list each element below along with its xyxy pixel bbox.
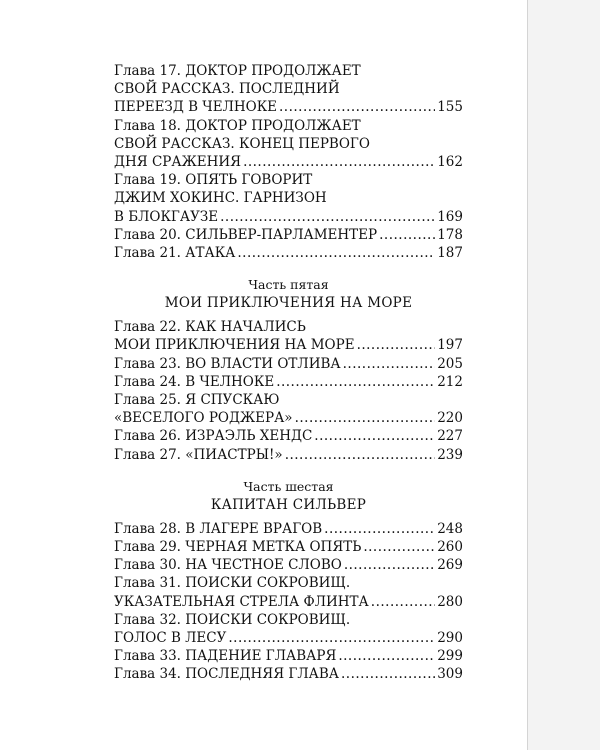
toc-entry (114, 446, 463, 464)
leader-dots (276, 373, 435, 391)
chapter-title-text: В БЛОКГАУЗЕ (114, 208, 219, 225)
toc-line (114, 244, 463, 262)
toc-line (114, 427, 463, 445)
toc-line (114, 373, 463, 391)
chapter-title-text: Глава 32. ПОИСКИ СОКРОВИЩ. (114, 611, 351, 628)
page-number: 299 (437, 648, 463, 665)
toc-entry (114, 117, 463, 172)
chapter-title-text: Глава 18. ДОКТОР ПРОДОЛЖАЕТ (114, 117, 361, 134)
toc-line (114, 629, 463, 647)
chapter-title-text: Глава 27. «ПИАСТРЫ!» (114, 446, 283, 463)
leader-dots (379, 226, 435, 244)
part-five-title: МОИ ПРИКЛЮЧЕНИЯ НА МОРЕ (164, 295, 413, 312)
leader-dots (220, 208, 435, 226)
toc-entry (114, 318, 463, 354)
toc-entry (114, 391, 463, 427)
leader-dots (341, 665, 435, 683)
chapter-title-text: Глава 29. ЧЕРНАЯ МЕТКА ОПЯТЬ (114, 539, 362, 556)
toc-entry (114, 556, 463, 574)
chapter-title-text: Глава 21. АТАКА (114, 245, 236, 262)
toc-entry (114, 520, 463, 538)
toc-line (114, 520, 463, 538)
part-five-label: Часть пятая (248, 277, 329, 293)
leader-dots (363, 538, 435, 556)
chapter-title-text: «ВЕСЕЛОГО РОДЖЕРА» (114, 410, 293, 427)
chapter-title-text: Глава 26. ИЗРАЭЛЬ ХЕНДС (114, 428, 313, 445)
part-six-label: Часть шестая (243, 478, 334, 494)
toc-line (114, 556, 463, 574)
leader-dots (295, 409, 436, 427)
toc-line (114, 117, 463, 135)
toc-entry (114, 665, 463, 683)
page-number: 290 (437, 630, 463, 647)
toc-line (114, 409, 463, 427)
leader-dots (324, 520, 435, 538)
chapter-title-text: Глава 33. ПАДЕНИЕ ГЛАВАРЯ (114, 648, 337, 665)
toc-line (114, 80, 463, 98)
leader-dots (237, 244, 435, 262)
leader-dots (228, 629, 435, 647)
toc-entry (114, 427, 463, 445)
toc-entry (114, 611, 463, 647)
page-number: 309 (437, 666, 463, 683)
toc-line (114, 336, 463, 354)
page-number: 212 (437, 373, 463, 390)
toc-entry (114, 355, 463, 373)
chapter-list-part-six (114, 520, 463, 684)
toc-line (114, 226, 463, 244)
toc-entry (114, 574, 463, 610)
chapter-title-text: Глава 20. СИЛЬВЕР-ПАРЛАМЕНТЕР (114, 226, 378, 243)
toc-line (114, 153, 463, 171)
page-number: 178 (437, 226, 463, 243)
toc-entry (114, 226, 463, 244)
leader-dots (279, 98, 435, 116)
chapter-title-text: ПЕРЕЕЗД В ЧЕЛНОКЕ (114, 99, 278, 116)
page-number: 197 (437, 337, 463, 354)
page-number: 205 (437, 355, 463, 372)
chapter-list-part-five (114, 318, 463, 464)
leader-dots (343, 355, 436, 373)
table-of-contents (114, 62, 463, 684)
chapter-title-text: Глава 30. НА ЧЕСТНОЕ СЛОВО (114, 557, 342, 574)
part-five-header (114, 276, 463, 312)
toc-line (114, 391, 463, 409)
toc-line (114, 135, 463, 153)
chapter-title-text: Глава 17. ДОКТОР ПРОДОЛЖАЕТ (114, 63, 361, 79)
toc-line (114, 446, 463, 464)
chapter-title-text: Глава 19. ОПЯТЬ ГОВОРИТ (114, 172, 313, 189)
chapter-title-text: Глава 23. ВО ВЛАСТИ ОТЛИВА (114, 355, 341, 372)
page-number: 227 (437, 428, 463, 445)
chapter-title-text: ДНЯ СРАЖЕНИЯ (114, 154, 242, 171)
page-number: 280 (437, 593, 463, 610)
chapter-title-text: Глава 31. ПОИСКИ СОКРОВИЩ. (114, 575, 351, 592)
toc-line (114, 98, 463, 116)
page-number: 239 (437, 446, 463, 463)
leader-dots (285, 446, 436, 464)
chapter-title-text: Глава 34. ПОСЛЕДНЯЯ ГЛАВА (114, 666, 339, 683)
toc-line (114, 538, 463, 556)
chapter-title-text: СВОЙ РАССКАЗ. КОНЕЦ ПЕРВОГО (114, 135, 370, 152)
toc-entry (114, 647, 463, 665)
chapter-title-text: Глава 28. В ЛАГЕРЕ ВРАГОВ (114, 520, 323, 537)
page-number: 162 (437, 154, 463, 171)
page-edge (527, 0, 600, 750)
chapter-title-text: Глава 22. КАК НАЧАЛИСЬ (114, 319, 306, 336)
toc-line (114, 593, 463, 611)
leader-dots (357, 336, 436, 354)
leader-dots (344, 556, 435, 574)
toc-line (114, 62, 463, 80)
part-six-header (114, 478, 463, 514)
page-number: 248 (437, 520, 463, 537)
page-number: 260 (437, 539, 463, 556)
toc-entry (114, 171, 463, 226)
toc-entry (114, 373, 463, 391)
leader-dots (338, 647, 435, 665)
chapter-title-text: Глава 25. Я СПУСКАЮ (114, 392, 280, 409)
toc-line (114, 189, 463, 207)
page-number: 169 (437, 208, 463, 225)
chapter-title-text: ГОЛОС В ЛЕСУ (114, 630, 227, 647)
toc-line (114, 647, 463, 665)
toc-line (114, 665, 463, 683)
chapter-title-text: УКАЗАТЕЛЬНАЯ СТРЕЛА ФЛИНТА (114, 593, 369, 610)
page-number: 187 (437, 245, 463, 262)
toc-line (114, 318, 463, 336)
page-number: 220 (437, 410, 463, 427)
toc-entry (114, 62, 463, 117)
chapter-title-text: МОИ ПРИКЛЮЧЕНИЯ НА МОРЕ (114, 337, 355, 354)
toc-line (114, 208, 463, 226)
leader-dots (371, 593, 435, 611)
page-number: 269 (437, 557, 463, 574)
chapter-title-text: ДЖИМ ХОКИНС. ГАРНИЗОН (114, 190, 327, 207)
toc-line (114, 171, 463, 189)
toc-line (114, 611, 463, 629)
part-six-title: КАПИТАН СИЛЬВЕР (210, 496, 367, 513)
toc-line (114, 355, 463, 373)
toc-entry (114, 244, 463, 262)
chapter-title-text: Глава 24. В ЧЕЛНОКЕ (114, 373, 275, 390)
page-number: 155 (437, 99, 463, 116)
toc-entry (114, 538, 463, 556)
leader-dots (243, 153, 435, 171)
toc-line (114, 574, 463, 592)
leader-dots (314, 427, 435, 445)
chapter-list-continued (114, 62, 463, 262)
chapter-title-text: СВОЙ РАССКАЗ. ПОСЛЕДНИЙ (114, 81, 340, 98)
